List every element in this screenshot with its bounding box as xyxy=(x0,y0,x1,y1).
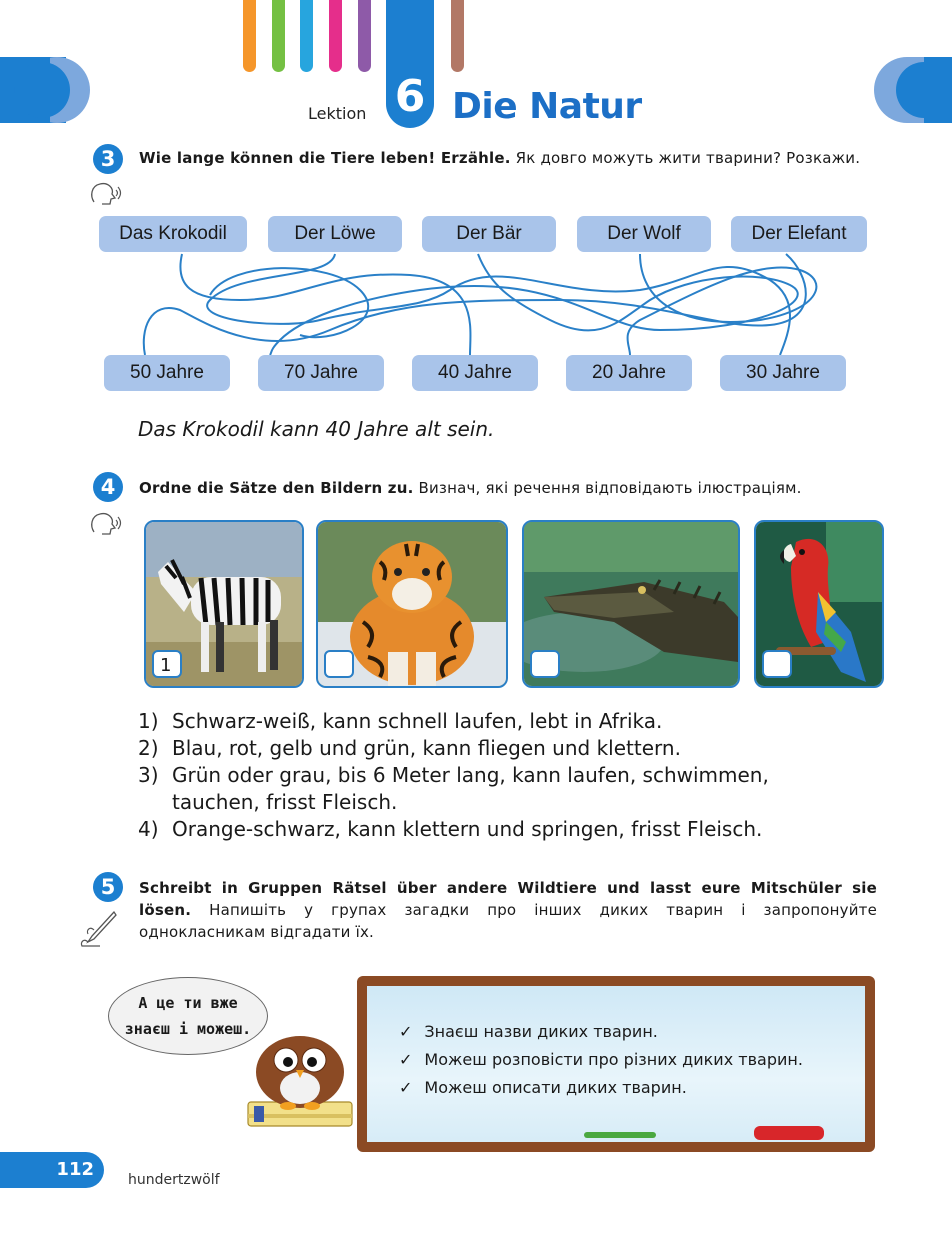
photo-zebra xyxy=(144,520,304,688)
summary-item: ✓ Знаєш назви диких тварин. xyxy=(399,1018,803,1046)
sentence-number xyxy=(138,789,172,816)
sentence-number: 1) xyxy=(138,709,159,733)
age-pill: 20 Jahre xyxy=(566,355,692,391)
owl-on-book-illustration xyxy=(240,1030,360,1130)
animal-pill: Der Bär xyxy=(422,216,556,252)
page-number-word: hundertzwölf xyxy=(128,1172,220,1188)
age-pill: 40 Jahre xyxy=(412,355,538,391)
bubble-line: А це ти вже xyxy=(138,994,238,1012)
animal-pill: Das Krokodil xyxy=(99,216,247,252)
eraser-icon xyxy=(752,1124,828,1142)
summary-item: ✓ Можеш описати диких тварин. xyxy=(399,1074,803,1102)
sentence-item xyxy=(138,789,769,816)
summary-board xyxy=(357,976,875,1152)
board-surface xyxy=(367,986,865,1142)
bubble-line: знаєш і можеш. xyxy=(124,1020,252,1038)
sentence-number: 4) xyxy=(138,817,159,841)
photo-number-box[interactable]: 1 xyxy=(152,650,182,678)
task-number-4: 4 xyxy=(93,472,123,502)
task-number-3: 3 xyxy=(93,144,123,174)
sentence-text: Schwarz-weiß, kann schnell laufen, lebt in Afrika. xyxy=(172,709,663,733)
lektion-label: Lektion xyxy=(308,104,367,123)
sentence-item xyxy=(138,708,769,735)
page-title: Die Natur xyxy=(452,86,642,127)
photo-number-box[interactable] xyxy=(530,650,560,678)
lektion-number-badge: 6 xyxy=(386,0,434,128)
sentence-number: 3) xyxy=(138,763,159,787)
sentence-text: Orange-schwarz, kann klettern und springen, frisst Fleisch. xyxy=(172,817,763,841)
task4-instruction-de: Ordne die Sätze den Bildern zu. xyxy=(139,479,414,497)
task5-instruction-ua: Напишіть у групах загадки про інших диких тварин і запропонуйте однокласникам відгадати їх. xyxy=(139,901,878,941)
sentence-number: 2) xyxy=(138,736,159,760)
example-sentence: Das Krokodil kann 40 Jahre alt sein. xyxy=(138,417,495,441)
animal-pill: Der Löwe xyxy=(268,216,402,252)
task3-instruction-ua: Як довго можуть жити тварини? Розкажи. xyxy=(515,149,861,167)
photo-parrot xyxy=(754,520,884,688)
task3-instruction-de: Wie lange können die Tiere leben! Erzähle. xyxy=(139,149,511,167)
photo-crocodile xyxy=(522,520,740,688)
sentence-item xyxy=(138,762,769,789)
photo-number-box[interactable] xyxy=(762,650,792,678)
summary-list xyxy=(399,1018,803,1102)
age-pill: 70 Jahre xyxy=(258,355,384,391)
sentence-text: tauchen, frisst Fleisch. xyxy=(172,790,398,814)
animal-pill: Der Elefant xyxy=(731,216,867,252)
writing-hand-icon xyxy=(78,908,120,948)
age-pill: 30 Jahre xyxy=(720,355,846,391)
chalk-icon xyxy=(582,1130,662,1142)
sentence-list xyxy=(138,708,769,843)
task-number-5: 5 xyxy=(93,872,123,902)
animal-pill: Der Wolf xyxy=(577,216,711,252)
age-pill: 50 Jahre xyxy=(104,355,230,391)
page-number: 112 xyxy=(0,1152,104,1188)
sentence-text: Grün oder grau, bis 6 Meter lang, kann laufen, schwimmen, xyxy=(172,763,769,787)
sentence-text: Blau, rot, gelb und grün, kann fliegen und klettern. xyxy=(172,736,681,760)
sentence-item xyxy=(138,735,769,762)
task4-instruction-ua: Визнач, які речення відповідають ілюстраціям. xyxy=(418,479,802,497)
sentence-item xyxy=(138,816,769,843)
photo-tiger xyxy=(316,520,508,688)
summary-item: ✓ Можеш розповісти про різних диких тварин. xyxy=(399,1046,803,1074)
speaking-head-icon xyxy=(88,510,122,538)
task5-instruction-de: Schreibt in Gruppen Rätsel über andere Wildtiere und lasst eure Mitschüler sie lösen. xyxy=(139,879,877,919)
photo-number-box[interactable] xyxy=(324,650,354,678)
